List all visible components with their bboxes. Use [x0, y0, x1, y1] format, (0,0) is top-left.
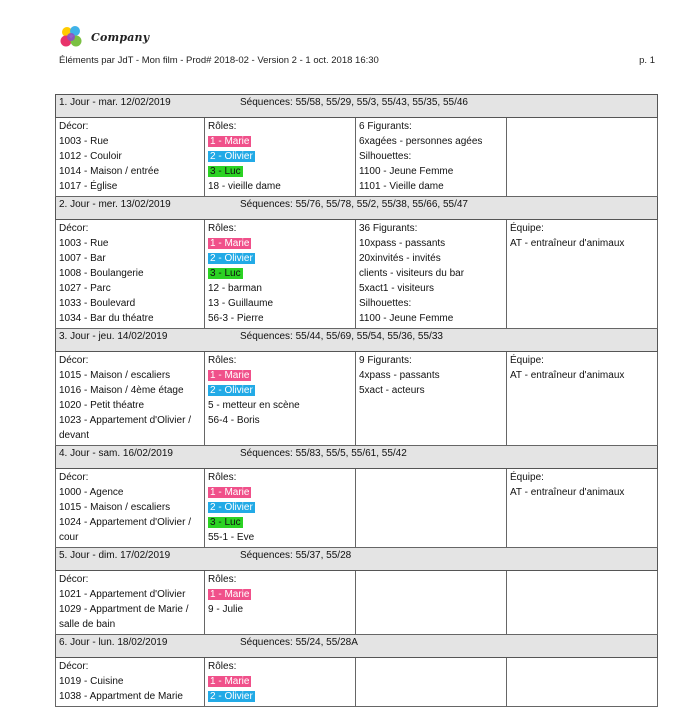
decor-line: 1012 - Couloir [59, 151, 122, 162]
equipe-cell [507, 118, 658, 197]
day-header-row [56, 197, 658, 220]
decor-line: Décor: [59, 223, 89, 234]
decor-cell [56, 658, 205, 707]
figurants-line: 9 Figurants: [359, 355, 412, 366]
equipe-cell [507, 658, 658, 707]
equipe-cell [507, 469, 658, 548]
day-header-row [56, 548, 658, 571]
role-tag: 1 - Marie [210, 487, 250, 498]
role-text: 56-3 - Pierre [208, 313, 264, 324]
role-tag: 2 - Olivier [210, 691, 253, 702]
decor-line: 1007 - Bar [59, 253, 106, 264]
role-text: Rôles: [208, 574, 237, 585]
role-line [208, 119, 352, 134]
roles-cell [205, 658, 356, 707]
role-line [208, 500, 352, 515]
figurants-cell [356, 571, 507, 635]
company-logo [59, 24, 149, 50]
role-text: Rôles: [208, 661, 237, 672]
figurants-line: 4xpass - passants [359, 370, 440, 381]
figurants-line: 6 Figurants: [359, 121, 412, 132]
day-sequences: Séquences: 55/76, 55/78, 55/2, 55/38, 55/66, 55/47 [240, 199, 468, 210]
role-line [208, 368, 352, 383]
role-line [208, 602, 352, 617]
day-title: 4. Jour - sam. 16/02/2019 [59, 448, 173, 459]
company-logo-icon [59, 25, 85, 49]
figurants-line: 1100 - Jeune Femme [359, 313, 454, 324]
decor-line: 1034 - Bar du théatre [59, 313, 154, 324]
decor-cell [56, 469, 205, 548]
role-text: Rôles: [208, 355, 237, 366]
day-title: 3. Jour - jeu. 14/02/2019 [59, 331, 168, 342]
role-line [208, 530, 352, 545]
role-tag: 3 - Luc [210, 268, 241, 279]
role-line [208, 659, 352, 674]
figurants-cell [356, 220, 507, 329]
decor-line: 1017 - Église [59, 181, 118, 192]
decor-cell [56, 220, 205, 329]
equipe-line: AT - entraîneur d'animaux [510, 370, 625, 381]
day-details-row [56, 352, 658, 446]
roles-cell [205, 571, 356, 635]
day-sequences: Séquences: 55/58, 55/29, 55/3, 55/43, 55/35, 55/46 [240, 97, 468, 108]
role-tag: 2 - Olivier [210, 385, 253, 396]
equipe-cell [507, 571, 658, 635]
role-text: 12 - barman [208, 283, 262, 294]
figurants-line: 1101 - Vieille dame [359, 181, 444, 192]
decor-line: Décor: [59, 574, 89, 585]
decor-cell [56, 352, 205, 446]
figurants-line: 20xinvités - invités [359, 253, 441, 264]
decor-line: 1020 - Petit théatre [59, 400, 145, 411]
role-line [208, 485, 352, 500]
role-text: 18 - vieille dame [208, 181, 281, 192]
day-header-row [56, 446, 658, 469]
role-line [208, 149, 352, 164]
decor-line: 1029 - Appartment de Marie / salle de bain [59, 604, 189, 630]
day-details-row [56, 220, 658, 329]
role-tag: 1 - Marie [210, 238, 250, 249]
equipe-line: AT - entraîneur d'animaux [510, 487, 625, 498]
role-line [208, 236, 352, 251]
day-title: 5. Jour - dim. 17/02/2019 [59, 550, 171, 561]
page-number: p. 1 [639, 55, 655, 66]
role-text: Rôles: [208, 121, 237, 132]
decor-line: 1021 - Appartement d'Olivier [59, 589, 186, 600]
decor-line: 1024 - Appartement d'Olivier / cour [59, 517, 191, 543]
role-line [208, 134, 352, 149]
role-text: Rôles: [208, 223, 237, 234]
day-title: 6. Jour - lun. 18/02/2019 [59, 637, 168, 648]
day-details-row [56, 118, 658, 197]
day-title: 2. Jour - mer. 13/02/2019 [59, 199, 171, 210]
role-text: 56-4 - Boris [208, 415, 260, 426]
role-text: 9 - Julie [208, 604, 244, 615]
roles-cell [205, 469, 356, 548]
company-name: Company [91, 30, 150, 44]
role-text: Rôles: [208, 472, 237, 483]
role-line [208, 383, 352, 398]
figurants-cell [356, 658, 507, 707]
decor-line: 1016 - Maison / 4ème étage [59, 385, 184, 396]
role-tag: 1 - Marie [210, 136, 250, 147]
role-tag: 3 - Luc [210, 517, 241, 528]
role-line [208, 221, 352, 236]
day-header-row [56, 635, 658, 658]
role-line [208, 311, 352, 326]
role-line [208, 266, 352, 281]
decor-line: 1003 - Rue [59, 136, 109, 147]
day-sequences: Séquences: 55/44, 55/69, 55/54, 55/36, 55/33 [240, 331, 443, 342]
decor-cell [56, 118, 205, 197]
decor-line: 1015 - Maison / escaliers [59, 370, 171, 381]
decor-line: Décor: [59, 661, 89, 672]
decor-line: 1038 - Appartment de Marie [59, 691, 183, 702]
roles-cell [205, 118, 356, 197]
decor-line: 1027 - Parc [59, 283, 111, 294]
role-line [208, 398, 352, 413]
day-header-row [56, 329, 658, 352]
document-meta: Éléments par JdT - Mon film - Prod# 2018-02 - Version 2 - 1 oct. 2018 16:30 [59, 55, 379, 66]
decor-line: 1000 - Agence [59, 487, 124, 498]
figurants-line: 5xact1 - visiteurs [359, 283, 435, 294]
day-details-row [56, 571, 658, 635]
role-tag: 3 - Luc [210, 166, 241, 177]
decor-line: 1014 - Maison / entrée [59, 166, 160, 177]
day-sequences: Séquences: 55/37, 55/28 [240, 550, 352, 561]
role-line [208, 689, 352, 704]
role-line [208, 572, 352, 587]
role-line [208, 587, 352, 602]
roles-cell [205, 220, 356, 329]
decor-line: Décor: [59, 472, 89, 483]
figurants-line: 36 Figurants: [359, 223, 418, 234]
role-tag: 2 - Olivier [210, 253, 253, 264]
decor-line: 1023 - Appartement d'Olivier / devant [59, 415, 191, 441]
decor-line: 1003 - Rue [59, 238, 109, 249]
role-line [208, 515, 352, 530]
equipe-line: Équipe: [510, 472, 544, 483]
decor-line: Décor: [59, 355, 89, 366]
day-details-row [56, 658, 658, 707]
decor-line: 1008 - Boulangerie [59, 268, 144, 279]
day-details-row [56, 469, 658, 548]
decor-line: Décor: [59, 121, 89, 132]
role-tag: 1 - Marie [210, 370, 250, 381]
figurants-line: 10xpass - passants [359, 238, 446, 249]
decor-line: 1033 - Boulevard [59, 298, 136, 309]
day-header-row [56, 95, 658, 118]
role-line [208, 281, 352, 296]
equipe-line: AT - entraîneur d'animaux [510, 238, 625, 249]
figurants-cell [356, 352, 507, 446]
shooting-days-table [55, 94, 658, 707]
equipe-line: Équipe: [510, 223, 544, 234]
role-tag: 1 - Marie [210, 676, 250, 687]
figurants-line: 6xagées - personnes agées [359, 136, 483, 147]
equipe-line: Équipe: [510, 355, 544, 366]
figurants-line: 5xact - acteurs [359, 385, 425, 396]
role-line [208, 251, 352, 266]
role-tag: 1 - Marie [210, 589, 250, 600]
roles-cell [205, 352, 356, 446]
role-line [208, 470, 352, 485]
figurants-cell [356, 118, 507, 197]
role-line [208, 179, 352, 194]
figurants-line: 1100 - Jeune Femme [359, 166, 454, 177]
figurants-cell [356, 469, 507, 548]
role-tag: 2 - Olivier [210, 502, 253, 513]
equipe-cell [507, 220, 658, 329]
role-text: 55-1 - Eve [208, 532, 255, 543]
role-line [208, 164, 352, 179]
role-line [208, 296, 352, 311]
day-sequences: Séquences: 55/83, 55/5, 55/61, 55/42 [240, 448, 407, 459]
decor-cell [56, 571, 205, 635]
equipe-cell [507, 352, 658, 446]
role-text: 5 - metteur en scène [208, 400, 300, 411]
role-line [208, 353, 352, 368]
day-sequences: Séquences: 55/24, 55/28A [240, 637, 358, 648]
decor-line: 1015 - Maison / escaliers [59, 502, 171, 513]
role-tag: 2 - Olivier [210, 151, 253, 162]
role-line [208, 674, 352, 689]
role-line [208, 413, 352, 428]
figurants-line: Silhouettes: [359, 298, 412, 309]
role-text: 13 - Guillaume [208, 298, 274, 309]
figurants-line: clients - visiteurs du bar [359, 268, 465, 279]
decor-line: 1019 - Cuisine [59, 676, 124, 687]
day-title: 1. Jour - mar. 12/02/2019 [59, 97, 171, 108]
figurants-line: Silhouettes: [359, 151, 412, 162]
